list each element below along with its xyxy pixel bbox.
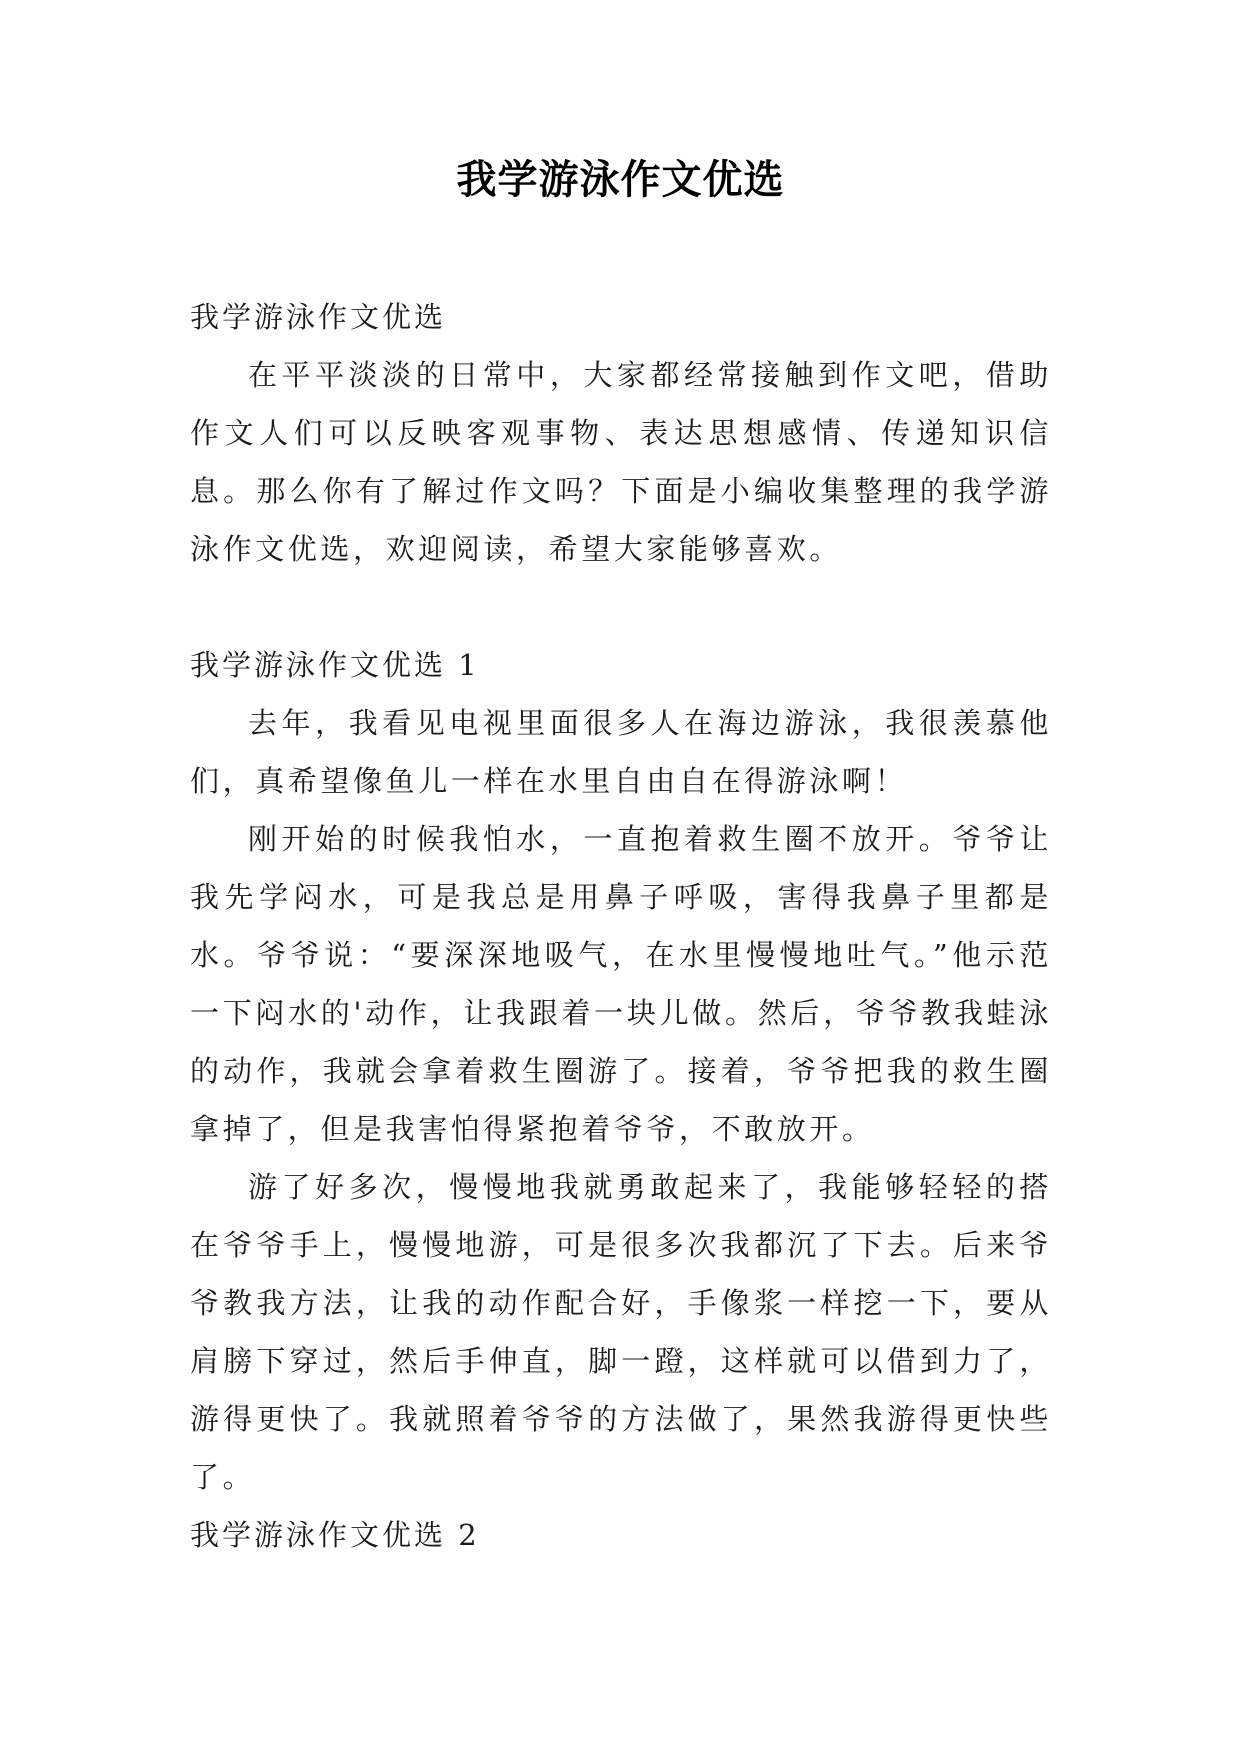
document-body xyxy=(190,288,1052,1564)
intro-paragraph: 在平平淡淡的日常中，大家都经常接触到作文吧，借助作文人们可以反映客观事物、表达思想感情、传递知识信息。那么你有了解过作文吗？下面是小编收集整理的我学游泳作文优选，欢迎阅读，希望大家能够喜欢。 xyxy=(190,358,1052,566)
intro-heading: 我学游泳作文优选 xyxy=(190,300,447,334)
essay-1-paragraph-2: 刚开始的时候我怕水，一直抱着救生圈不放开。爷爷让我先学闷水，可是我总是用鼻子呼吸，害得我鼻子里都是水。爷爷说：“要深深地吸气，在水里慢慢地吐气。”他示范一下闷水的'动作，让我跟着一块儿做。然后，爷爷教我蛙泳的动作，我就会拿着救生圈游了。接着，爷爷把我的救生圈拿掉了，但是我害怕得紧抱着爷爷，不敢放开。 xyxy=(190,822,1052,1146)
essay-1-paragraph-1: 去年，我看见电视里面很多人在海边游泳，我很羡慕他们，真希望像鱼儿一样在水里自由自在得游泳啊！ xyxy=(190,706,1052,798)
document-title: 我学游泳作文优选 xyxy=(456,156,785,203)
section-spacer xyxy=(190,578,1052,636)
essay-1-paragraph-3: 游了好多次，慢慢地我就勇敢起来了，我能够轻轻的搭在爷爷手上，慢慢地游，可是很多次我都沉了下去。后来爷爷教我方法，让我的动作配合好，手像浆一样挖一下，要从肩膀下穿过，然后手伸直，脚一蹬，这样就可以借到力了，游得更快了。我就照着爷爷的方法做了，果然我游得更快些了。 xyxy=(190,1170,1052,1494)
essay-2-heading: 我学游泳作文优选 2 xyxy=(190,1518,480,1552)
essay-1-heading: 我学游泳作文优选 1 xyxy=(190,648,480,682)
